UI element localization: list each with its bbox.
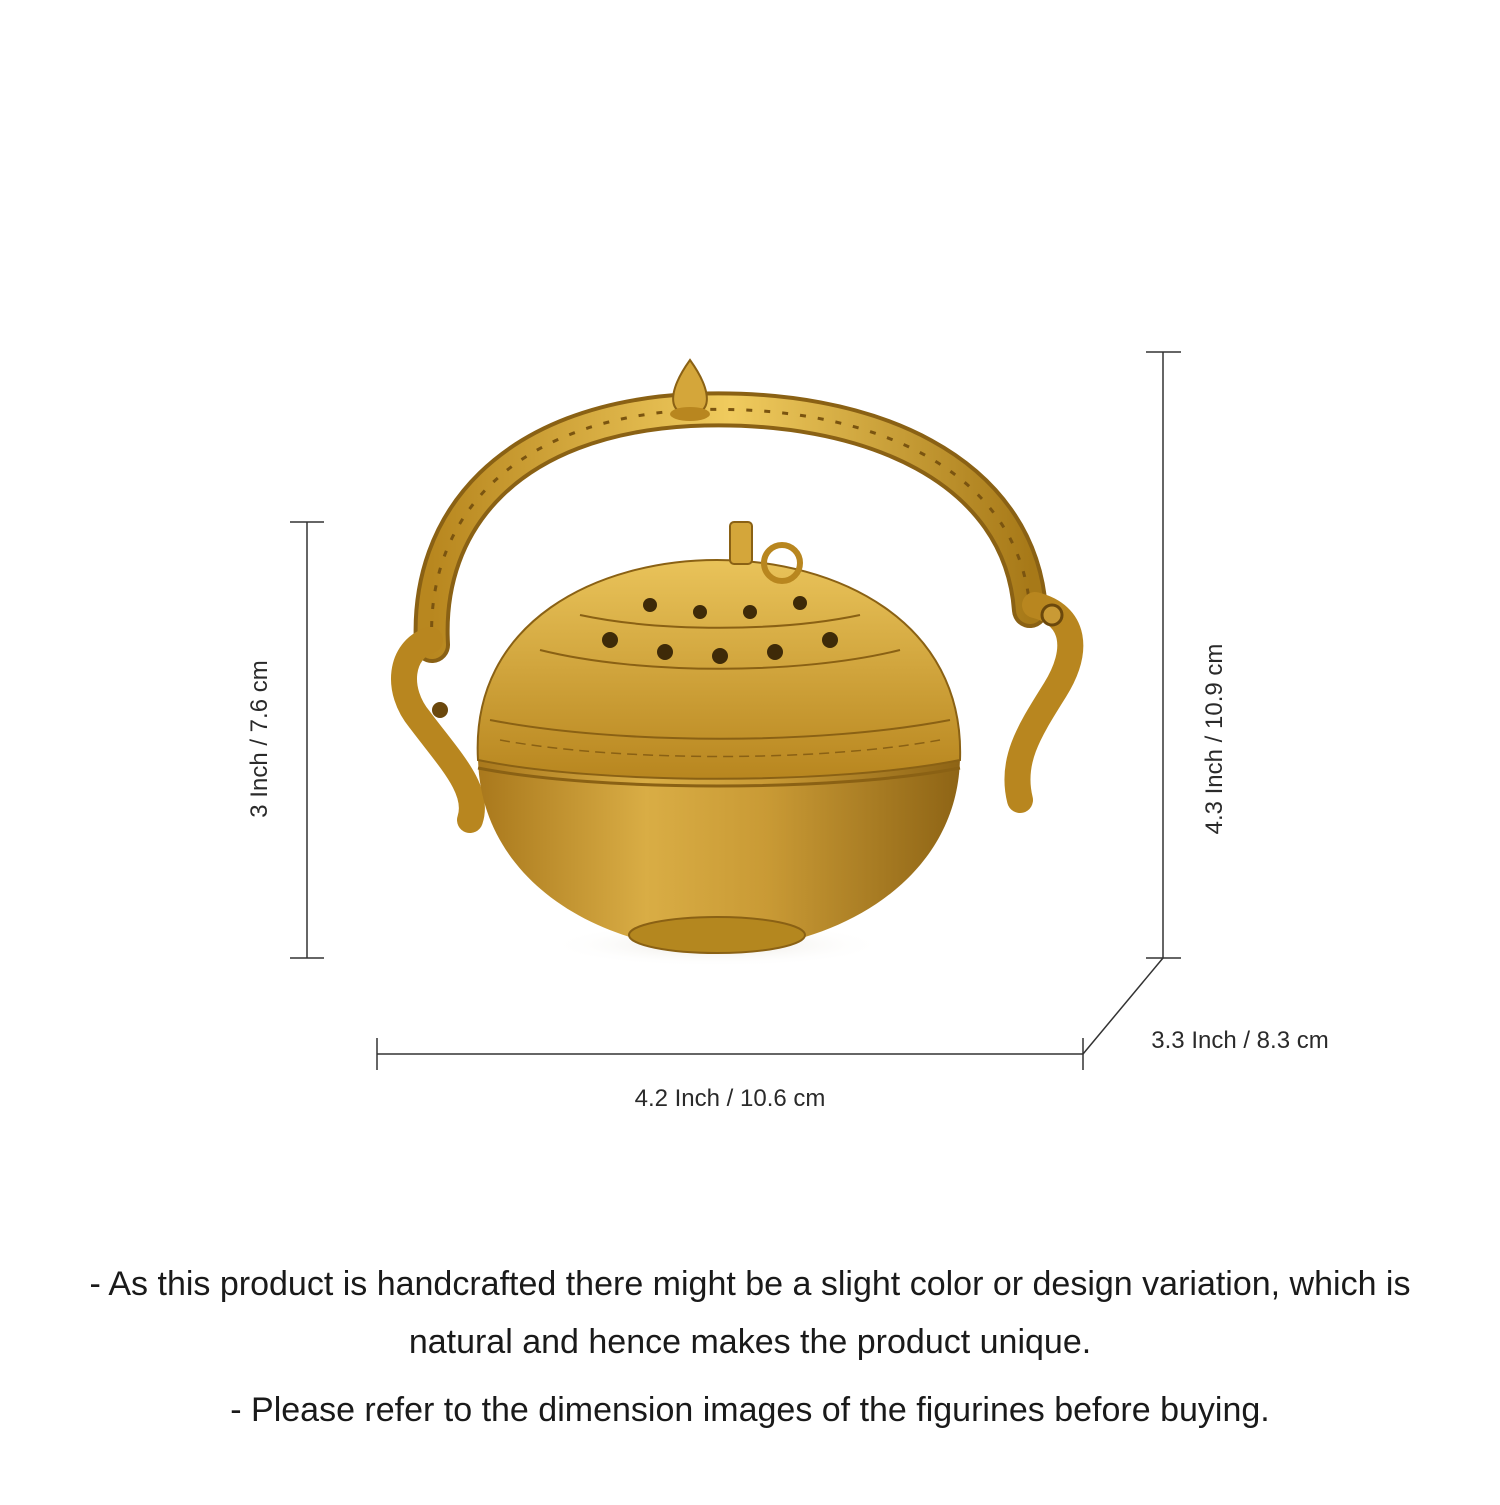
brass-bowl: [478, 755, 960, 953]
product-notes: [60, 1255, 1440, 1449]
width-label: 4.2 Inch / 10.6 cm: [634, 1085, 826, 1112]
brass-lid: [478, 522, 960, 779]
dimension-note: - Please refer to the dimension images of the figurines before buying.: [230, 1391, 1270, 1429]
product-height-label: 3 Inch / 7.6 cm: [246, 660, 273, 818]
depth-label: 3.3 Inch / 8.3 cm: [1151, 1027, 1329, 1054]
total-height-label: 4.3 Inch / 10.9 cm: [1201, 643, 1228, 835]
handcrafted-note: - As this product is handcrafted there might be a slight color or design variation, which is natural and hence makes the product unique.: [89, 1265, 1411, 1361]
